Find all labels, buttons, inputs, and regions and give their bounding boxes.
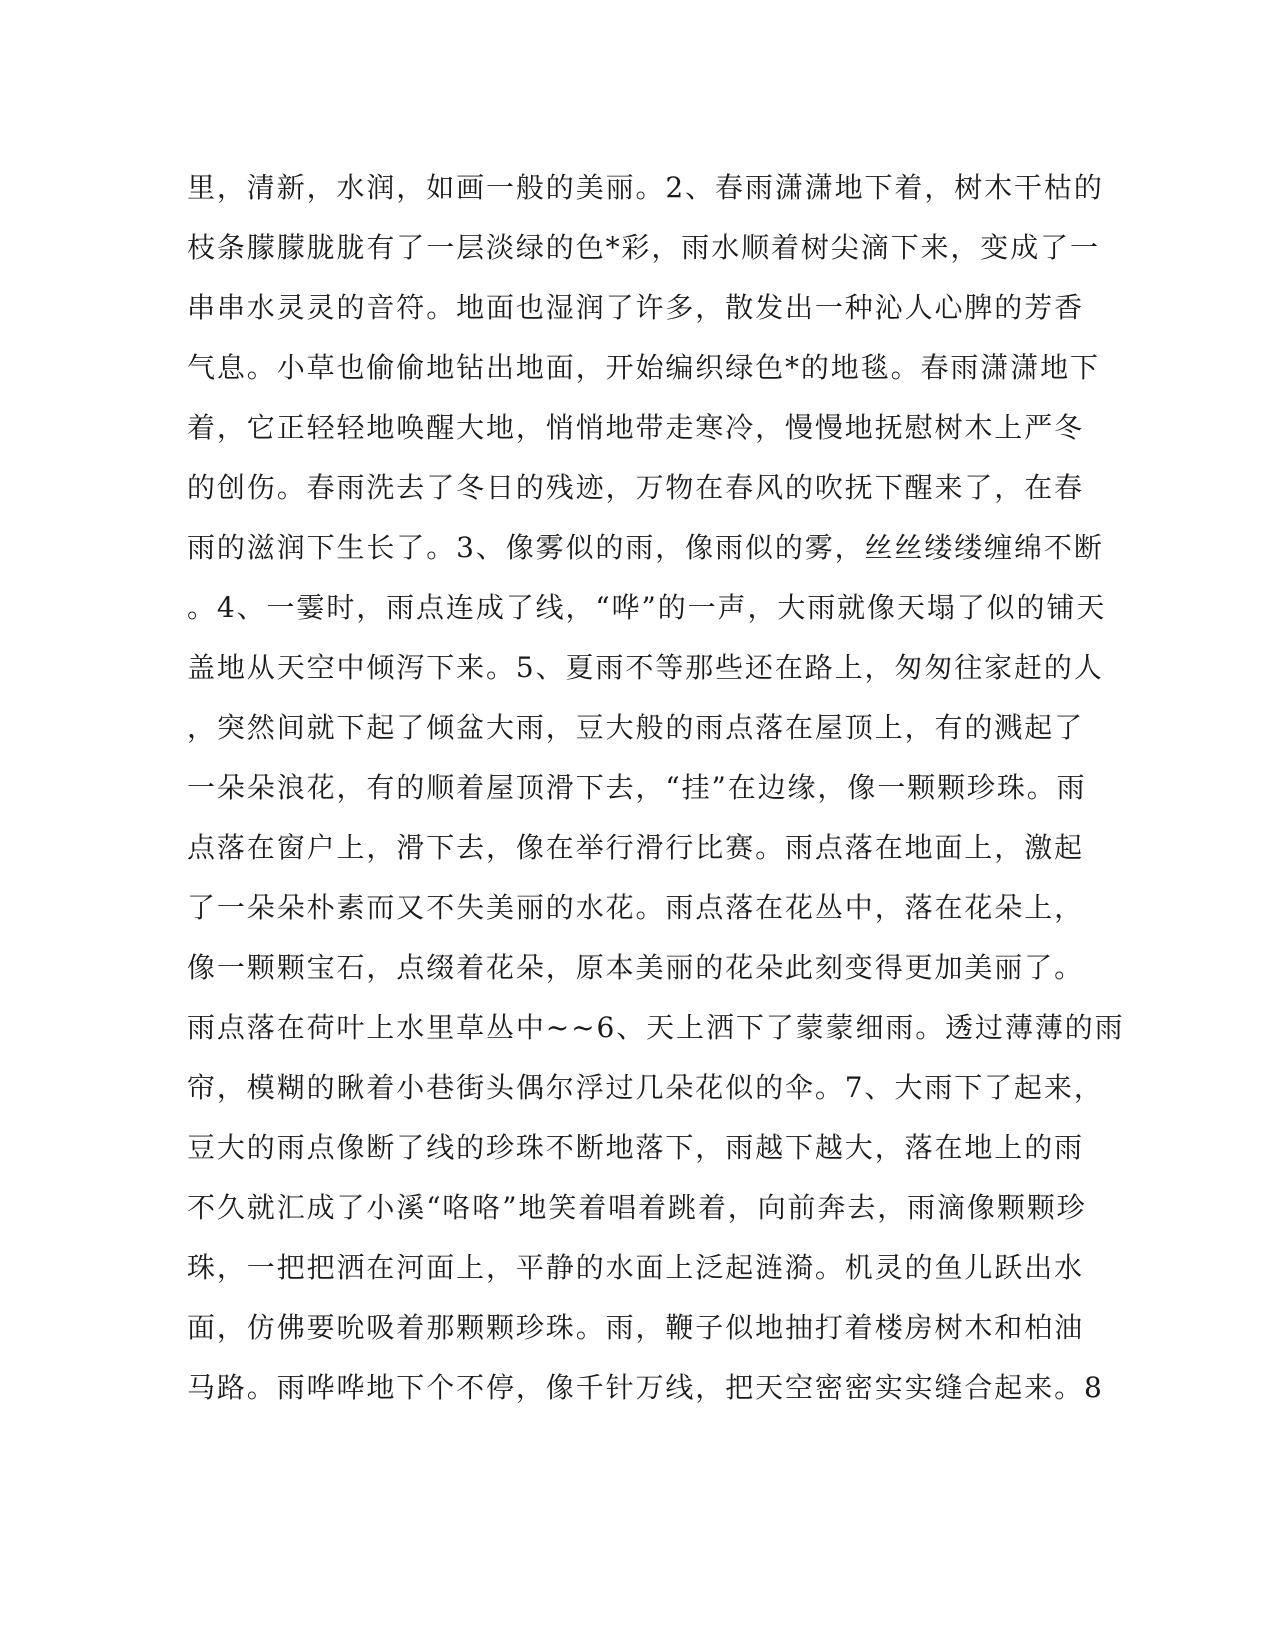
text-line: 了一朵朵朴素而又不失美丽的水花。雨点落在花丛中，落在花朵上， [187, 891, 1085, 924]
text-line: 像一颗颗宝石，点缀着花朵，原本美丽的花朵此刻变得更加美丽了。 [187, 951, 1085, 984]
text-line: 珠，一把把洒在河面上，平静的水面上泛起涟漪。机灵的鱼儿跃出水 [187, 1251, 1085, 1284]
text-line: 气息。小草也偷偷地钻出地面，开始编织绿色*的地毯。春雨潇潇地下 [187, 351, 1100, 384]
text-line: 。4、一霎时，雨点连成了线，“哗”的一声，大雨就像天塌了似的铺天 [187, 591, 1107, 624]
text-line: ，突然间就下起了倾盆大雨，豆大般的雨点落在屋顶上，有的溅起了 [187, 711, 1085, 744]
text-line: 帘，模糊的瞅着小巷街头偶尔浮过几朵花似的伞。7、大雨下了起来， [187, 1071, 1104, 1104]
text-line: 面，仿佛要吮吸着那颗颗珍珠。雨，鞭子似地抽打着楼房树木和柏油 [187, 1311, 1085, 1344]
text-line: 豆大的雨点像断了线的珍珠不断地落下，雨越下越大，落在地上的雨 [187, 1131, 1085, 1164]
text-line: 枝条朦朦胧胧有了一层淡绿的色*彩，雨水顺着树尖滴下来，变成了一 [187, 231, 1100, 264]
text-line: 的创伤。春雨洗去了冬日的残迹，万物在春风的吹抚下醒来了，在春 [187, 471, 1085, 504]
text-line: 盖地从天空中倾泻下来。5、夏雨不等那些还在路上，匆匆往家赶的人 [187, 651, 1104, 684]
text-line: 里，清新，水润，如画一般的美丽。2、春雨潇潇地下着，树木干枯的 [187, 171, 1104, 204]
text-line: 雨的滋润下生长了。3、像雾似的雨，像雨似的雾，丝丝缕缕缠绵不断 [187, 531, 1104, 564]
text-line: 一朵朵浪花，有的顺着屋顶滑下去，“挂”在边缘，像一颗颗珍珠。雨 [187, 771, 1087, 804]
text-line: 马路。雨哗哗地下个不停，像千针万线，把天空密密实实缝合起来。8 [187, 1371, 1104, 1404]
body-text [187, 158, 1125, 1418]
text-line: 雨点落在荷叶上水里草丛中~~6、天上洒下了蒙蒙细雨。透过薄薄的雨 [187, 1011, 1125, 1044]
text-line: 点落在窗户上，滑下去，像在举行滑行比赛。雨点落在地面上，激起 [187, 831, 1085, 864]
text-line: 不久就汇成了小溪“咯咯”地笑着唱着跳着，向前奔去，雨滴像颗颗珍 [187, 1191, 1087, 1224]
text-line: 着，它正轻轻地唤醒大地，悄悄地带走寒冷，慢慢地抚慰树木上严冬 [187, 411, 1085, 444]
text-line: 串串水灵灵的音符。地面也湿润了许多，散发出一种沁人心脾的芳香 [187, 291, 1085, 324]
